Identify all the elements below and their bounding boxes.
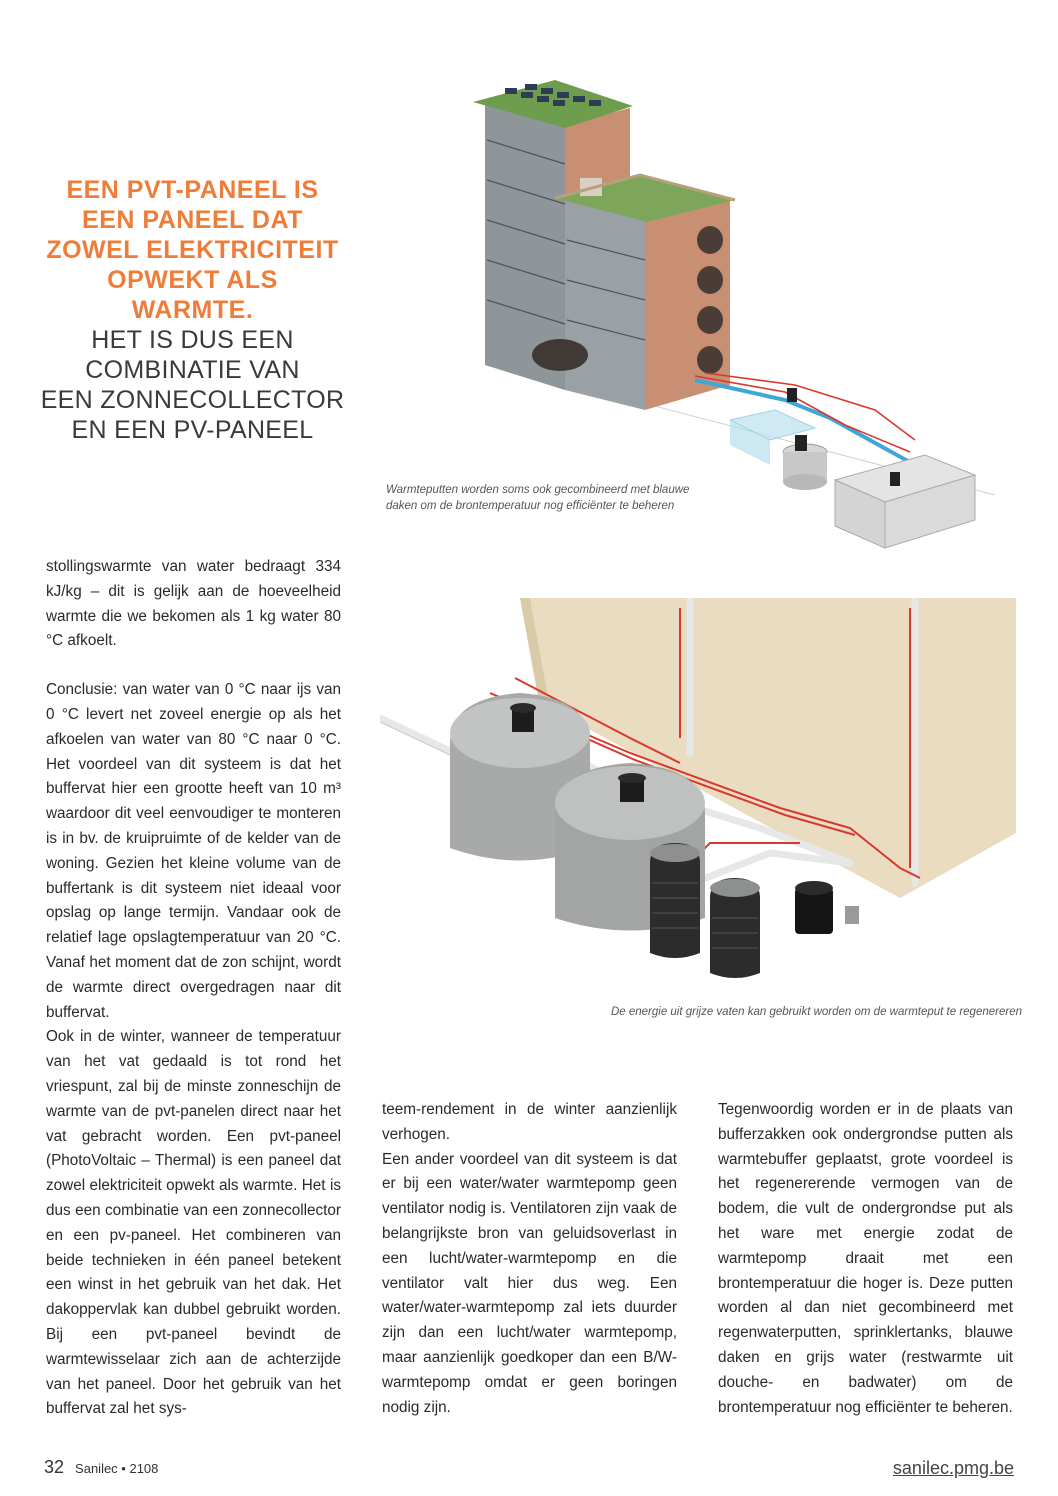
paragraph: Een ander voordeel van dit systeem is dat er bij een water/water warmtepomp geen ventilator nodig is. Ventilatoren zijn vaak de belangrijkste bron van geluidsoverlast in een lucht/water-warmtepomp en die ventilator valt hier dus weg. Een water/water-warmtepomp zal iets duurder zijn dan een lucht/water warmtepomp, maar aanzienlijk goedkoper dan een B/W-warmtepomp omdat er geen boringen nodig zijn. (382, 1150, 677, 1416)
paragraph: Conclusie: van water van 0 °C naar ijs van 0 °C levert net zoveel energie op als het afkoelen van water van 80 °C naar 0 °C. Het voordeel van dit systeem is dat het buffervat hier een grootte heeft van 10 m³ waardoor dit veel eenvoudiger te monteren is in bv. de kruipruimte of de kelder van de woning. Gezien het kleine volume van de buffertank is dit systeem niet ideaal voor opslag op lange termijn. Vandaar ook de relatief lage opslagtemperatuur van 20 °C. Vanaf het moment dat de zon schijnt, wordt de warmte direct overgedragen naar dit buffervat. (46, 681, 341, 1021)
pull-quote (40, 175, 345, 445)
paragraph: stollingswarmte van water bedraagt 334 kJ/kg – dit is gelijk aan de hoeveelheid warmte die we bekomen als 1 kg water 80 °C afkoelt. (46, 558, 341, 650)
figure-caption-top (386, 482, 689, 514)
pull-quote-line: EEN ZONNECOLLECTOR (40, 386, 345, 414)
pull-quote-highlight-line: WARMTE. (131, 296, 254, 324)
paragraph: Ook in de winter, wanneer de temperatuur van het vat gedaald is tot rond het vriespunt, zal bij de minste zonneschijn de warmte van de pvt-panelen direct naar het vat gebracht worden. Een pvt-paneel (PhotoVoltaic – Thermal) is een paneel dat zowel elektriciteit opwekt als warmte. Het is dus een combinatie van een zonnecollector en een pv-paneel. Het combineren van beide technieken in één paneel betekent een winst in het gebruik van het dak. Het dakoppervlak kan dubbel gebruikt worden. Bij een pvt-paneel bevindt de warmtewisselaar zich aan de achterzijde van het paneel. Door het gebruik van het buffervat zal het sys- (46, 1028, 341, 1418)
pull-quote-highlight-line: EEN PVT-PANEEL IS (66, 176, 319, 204)
paragraph: teem-rendement in de winter aanzienlijk verhogen. (382, 1101, 677, 1143)
pull-quote-line: COMBINATIE VAN (85, 356, 300, 384)
page-number: 32 (44, 1457, 65, 1477)
gray-water-vats-illustration (380, 598, 1016, 983)
pull-quote-highlight-line: ZOWEL ELEKTRICITEIT (46, 236, 339, 264)
text-column-1 (46, 555, 341, 1422)
magazine-issue: Sanilec • 2108 (75, 1461, 159, 1476)
pull-quote-line: HET IS DUS EEN (91, 326, 294, 354)
pull-quote-highlight-line: EEN PANEEL DAT (82, 206, 303, 234)
figure-caption-bottom: De energie uit grijze vaten kan gebruikt worden om de warmteput te regenereren (610, 1006, 1022, 1018)
text-column-2 (382, 1098, 677, 1420)
caption-line: Warmteputten worden soms ook gecombineerd met blauwe (386, 484, 690, 496)
page-footer (44, 1457, 158, 1478)
building-heat-buffer-illustration (375, 80, 1015, 550)
paragraph: Tegenwoordig worden er in de plaats van bufferzakken ook ondergrondse putten als warmtebuffer geplaatst, grote voordeel is het regenererende vermogen van de bodem, die vult de ondergrondse put als het ware met energie zodat de warmtepomp draait met een brontemperatuur die hoger is. Deze putten worden al dan niet gecombineerd met regenwaterputten, sprinklertanks, blauwe daken en grijs water (restwarmte uit douche- en badwater) om de brontemperatuur nog efficiënter te beheren. (718, 1101, 1013, 1416)
pull-quote-highlight-line: OPWEKT ALS (107, 266, 278, 294)
text-column-3 (718, 1098, 1013, 1420)
pull-quote-line: EN EEN PV-PANEEL (71, 416, 314, 444)
caption-line: daken om de brontemperatuur nog efficiënter te beheren (386, 500, 675, 512)
website-link[interactable]: sanilec.pmg.be (892, 1458, 1014, 1478)
